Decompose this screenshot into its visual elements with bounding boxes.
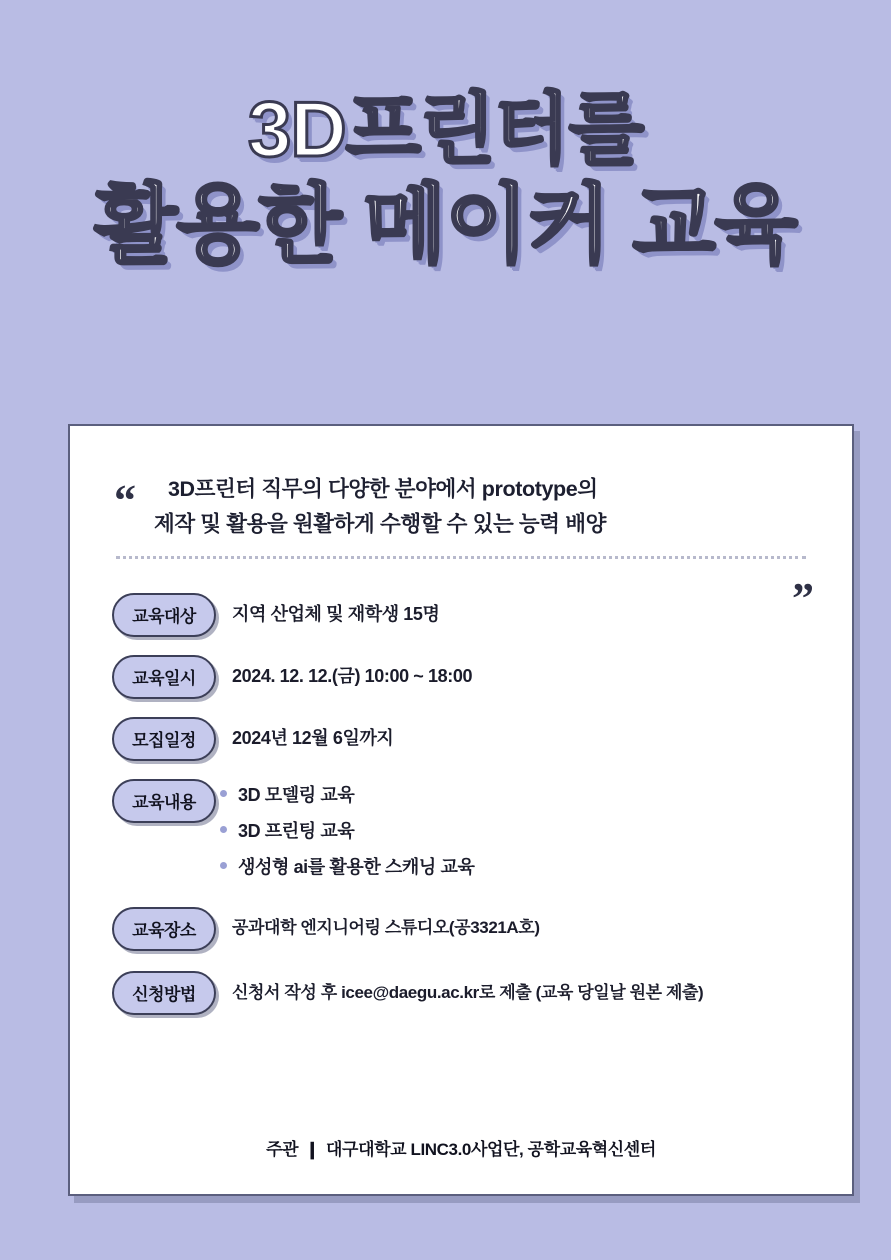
footer-organizer [70, 1135, 852, 1160]
footer-label: 주관 [266, 1140, 299, 1159]
quote-text-line-2: 제작 및 활용을 원활하게 수행할 수 있는 능력 배양 [154, 511, 606, 536]
poster-title [0, 86, 891, 274]
row-value-how-to-apply: 신청서 작성 후 icee@daegu.ac.kr로 제출 (교육 당일날 원본 제출) [232, 982, 704, 1002]
row-tag-how-to-apply: 신청방법 [112, 971, 216, 1015]
row-value-location: 공과대학 엔지니어링 스튜디오(공3321A호) [232, 917, 540, 937]
detail-rows [70, 593, 852, 1015]
title-line-2: 활용한 메이커 교육 [94, 177, 797, 274]
row-value-date: 2024. 12. 12.(금) 10:00 ~ 18:00 [232, 665, 473, 686]
title-line-1: 3D프린터를 [247, 85, 644, 173]
quote-open-icon: “ [114, 476, 136, 525]
row-date [112, 655, 812, 699]
row-tag-location: 교육장소 [112, 907, 216, 951]
footer-separator-icon: ❙ [305, 1140, 320, 1159]
footer-value: 대구대학교 LINC3.0사업단, 공학교육혁신센터 [326, 1140, 656, 1159]
quote-close-icon: ” [792, 574, 814, 623]
row-tag-application-period: 모집일정 [112, 717, 216, 761]
list-item: 3D 프린팅 교육 [216, 817, 474, 843]
row-curriculum [112, 779, 812, 889]
curriculum-list [216, 779, 474, 889]
quote-text [154, 472, 806, 542]
list-item: 3D 모델링 교육 [216, 781, 474, 807]
row-value-target-audience: 지역 산업체 및 재학생 15명 [232, 603, 440, 624]
row-value-application-period: 2024년 12월 6일까지 [232, 727, 394, 748]
divider [116, 556, 806, 559]
row-how-to-apply [112, 971, 812, 1015]
info-card [68, 424, 854, 1196]
row-tag-date: 교육일시 [112, 655, 216, 699]
quote-text-line-1: 3D프린터 직무의 다양한 분야에서 prototype의 [168, 477, 598, 501]
row-location [112, 907, 812, 951]
row-tag-target-audience: 교육대상 [112, 593, 216, 637]
row-tag-curriculum: 교육내용 [112, 779, 216, 823]
row-target-audience [112, 593, 812, 637]
row-application-period [112, 717, 812, 761]
list-item: 생성형 ai를 활용한 스캐닝 교육 [216, 853, 474, 879]
